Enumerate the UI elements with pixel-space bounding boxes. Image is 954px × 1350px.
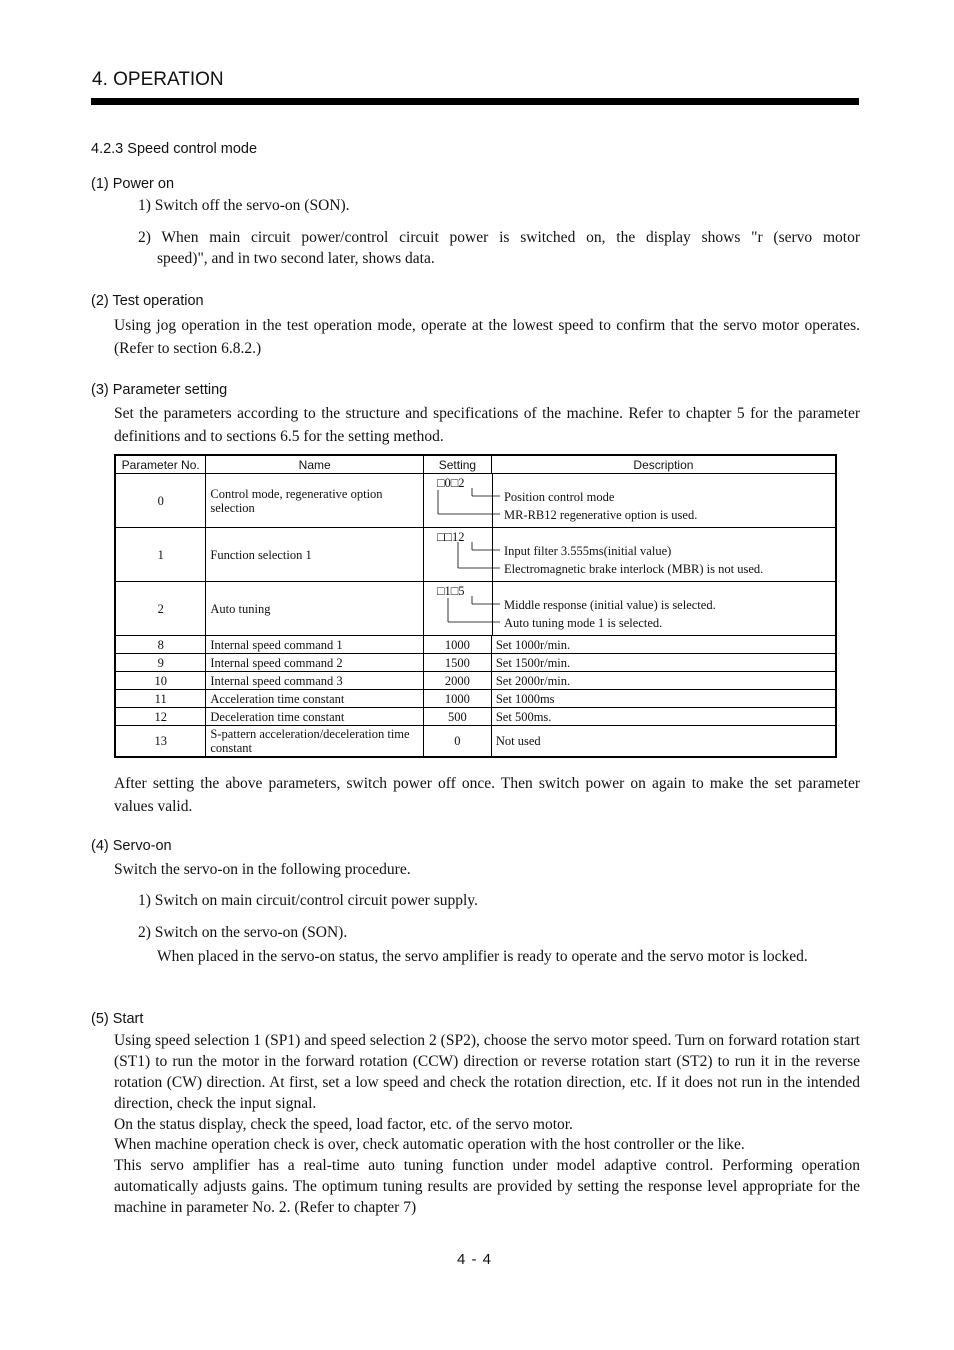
servo-on-heading: (4) Servo-on — [91, 838, 172, 854]
section-title: 4.2.3 Speed control mode — [91, 141, 258, 157]
param-no: 2 — [115, 582, 206, 636]
param-no: 11 — [115, 690, 206, 708]
table-row — [115, 654, 836, 672]
param-description: Set 1000ms — [491, 690, 836, 708]
column-header: Name — [206, 455, 424, 474]
param-no: 0 — [115, 474, 206, 528]
servo-on-step1: 1) Switch on main circuit/control circuit power supply. — [138, 892, 478, 909]
setting-description-1: Position control mode — [503, 490, 615, 504]
param-setting: 1000 — [423, 690, 491, 708]
param-name: S-pattern acceleration/deceleration time constant — [206, 726, 424, 758]
column-header: Parameter No. — [115, 455, 206, 474]
param-name: Internal speed command 2 — [206, 654, 424, 672]
servo-on-step2-detail: When placed in the servo-on status, the servo amplifier is ready to operate and the servo motor is locked. — [157, 948, 808, 965]
parameter-setting-heading: (3) Parameter setting — [91, 382, 228, 398]
param-name: Internal speed command 1 — [206, 636, 424, 654]
param-setting: 1500 — [423, 654, 491, 672]
param-no: 10 — [115, 672, 206, 690]
start-paragraph-3: When machine operation check is over, check automatic operation with the host controller or the like. — [114, 1136, 745, 1153]
param-name: Deceleration time constant — [206, 708, 424, 726]
setting-description-1: Input filter 3.555ms(initial value) — [503, 544, 672, 558]
param-description: Set 2000r/min. — [491, 672, 836, 690]
param-description: Set 1500r/min. — [491, 654, 836, 672]
page-number: 4 - 4 — [457, 1251, 493, 1268]
param-no: 1 — [115, 528, 206, 582]
table-header-row — [115, 455, 836, 474]
parameter-setting-text: Set the parameters according to the structure and specifications of the machine. Refer to chapter 5 for the parameter definitions and to sections 6.5 for the setting method. — [114, 405, 860, 445]
servo-on-step2: 2) Switch on the servo-on (SON). — [138, 924, 348, 941]
param-setting: 1000 — [423, 636, 491, 654]
servo-on-intro: Switch the servo-on in the following procedure. — [114, 861, 411, 878]
param-name: Control mode, regenerative option selection — [206, 474, 424, 528]
table-row — [115, 726, 836, 758]
param-description: Not used — [491, 726, 836, 758]
column-header: Setting — [423, 455, 491, 474]
param-name: Auto tuning — [206, 582, 424, 636]
column-divider — [492, 582, 493, 635]
table-row — [115, 672, 836, 690]
param-name: Function selection 1 — [206, 528, 424, 582]
test-operation-text: Using jog operation in the test operation mode, operate at the lowest speed to confirm that the servo motor operates. (Refer to section 6.8.2.) — [114, 317, 860, 357]
setting-value: □0□2 — [436, 476, 465, 490]
power-on-step2-line2: speed)", and in two second later, shows data. — [157, 250, 435, 267]
column-divider — [492, 474, 493, 527]
setting-value: □1□5 — [436, 584, 465, 598]
test-operation-heading: (2) Test operation — [91, 293, 204, 309]
header-rule — [91, 98, 859, 105]
start-heading: (5) Start — [91, 1011, 144, 1027]
after-setting-text: After setting the above parameters, switch power off once. Then switch power on again to make the set parameter values valid. — [114, 775, 860, 815]
table-row — [115, 528, 836, 582]
column-divider — [492, 528, 493, 581]
table-row — [115, 636, 836, 654]
param-no: 8 — [115, 636, 206, 654]
table-row — [115, 474, 836, 528]
param-no: 9 — [115, 654, 206, 672]
param-name: Internal speed command 3 — [206, 672, 424, 690]
start-paragraph-2: On the status display, check the speed, load factor, etc. of the servo motor. — [114, 1116, 573, 1133]
setting-diagram-cell — [423, 582, 836, 636]
param-setting: 0 — [423, 726, 491, 758]
setting-diagram-cell — [423, 474, 836, 528]
table-row — [115, 582, 836, 636]
setting-description-1: Middle response (initial value) is selected. — [503, 598, 716, 612]
parameter-table — [114, 454, 837, 758]
param-no: 13 — [115, 726, 206, 758]
setting-value: □□12 — [436, 530, 465, 544]
setting-diagram-cell — [423, 528, 836, 582]
table-row — [115, 708, 836, 726]
param-description: Set 500ms. — [491, 708, 836, 726]
setting-description-2: Electromagnetic brake interlock (MBR) is not used. — [503, 562, 764, 576]
param-description: Set 1000r/min. — [491, 636, 836, 654]
param-name: Acceleration time constant — [206, 690, 424, 708]
start-paragraph-1: Using speed selection 1 (SP1) and speed selection 2 (SP2), choose the servo motor speed. Turn on forward rotation start (ST1) to run the motor in the forward rotation (CCW) direction or reverse rotation start (ST2) to run it in the reverse rotation (CW) direction. At first, set a low speed and check the rotation direction, etc. If it does not run in the intended direction, check the input signal. — [114, 1032, 860, 1112]
power-on-heading: (1) Power on — [91, 176, 175, 192]
setting-description-2: Auto tuning mode 1 is selected. — [503, 616, 663, 630]
start-paragraph-4: This servo amplifier has a real-time auto tuning function under model adaptive control. Performing operation automatically adjusts gains. The optimum tuning results are provided by setting the response level appropriate for the machine in parameter No. 2. (Refer to chapter 7) — [114, 1157, 860, 1216]
chapter-title: 4. OPERATION — [92, 69, 224, 90]
param-no: 12 — [115, 708, 206, 726]
table-row — [115, 690, 836, 708]
param-setting: 2000 — [423, 672, 491, 690]
column-header: Description — [491, 455, 836, 474]
setting-description-2: MR-RB12 regenerative option is used. — [503, 508, 698, 522]
power-on-step2-line1: 2) When main circuit power/control circuit power is switched on, the display shows "r (servo motor — [138, 229, 860, 246]
param-setting: 500 — [423, 708, 491, 726]
power-on-step1: 1) Switch off the servo-on (SON). — [138, 197, 350, 214]
